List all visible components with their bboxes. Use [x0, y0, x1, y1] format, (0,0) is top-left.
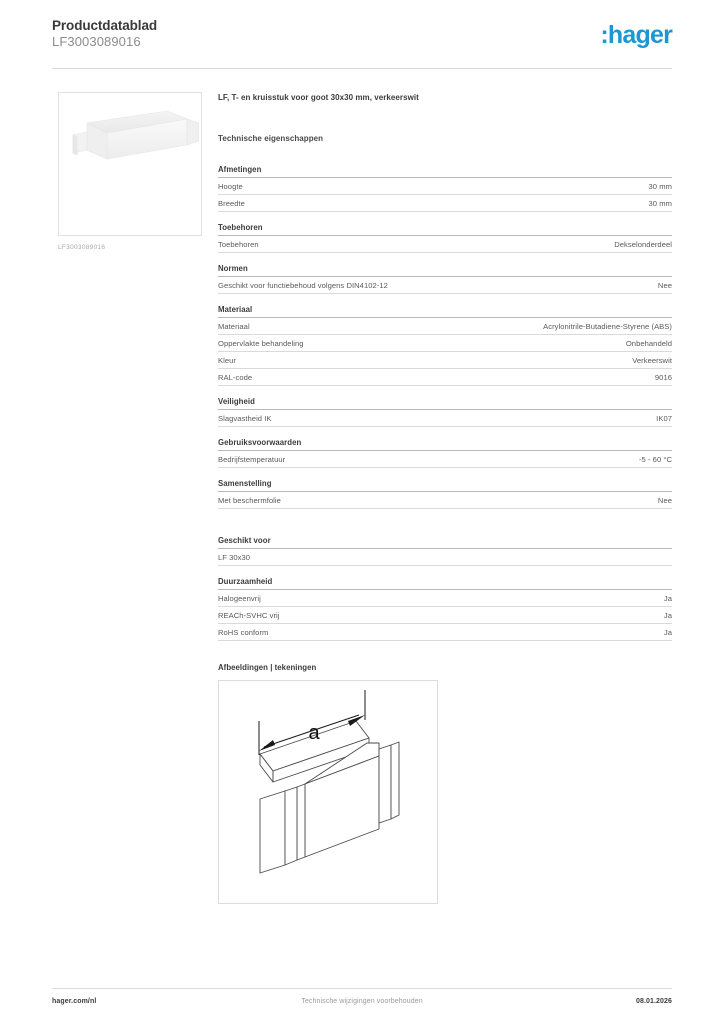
header-divider — [52, 68, 672, 69]
spec-row — [218, 195, 672, 212]
spec-section — [218, 264, 672, 294]
spec-row — [218, 451, 672, 468]
spec-label: Met beschermfolie — [218, 496, 281, 505]
footer-website[interactable]: hager.com/nl — [52, 998, 97, 1005]
page-header — [52, 18, 672, 66]
spec-row — [218, 410, 672, 427]
spec-label: Toebehoren — [218, 240, 259, 249]
spec-section — [218, 305, 672, 386]
spec-value: IK07 — [656, 414, 672, 423]
spec-label: Hoogte — [218, 182, 243, 191]
spec-section-title: Normen — [218, 264, 672, 277]
footer-divider — [52, 988, 672, 989]
spec-section-title: Veiligheid — [218, 397, 672, 410]
spec-value: -5 - 60 °C — [638, 455, 672, 464]
technical-drawing-svg — [219, 681, 435, 901]
spec-label: Halogeenvrij — [218, 594, 261, 603]
spec-value: Verkeerswit — [632, 356, 672, 365]
spec-row — [218, 624, 672, 641]
spec-section-title: Gebruiksvoorwaarden — [218, 438, 672, 451]
spec-label: Oppervlakte behandeling — [218, 339, 304, 348]
dimension-label-a: a — [308, 722, 320, 744]
spec-label: Bedrijfstemperatuur — [218, 455, 286, 464]
spec-value: Dekselonderdeel — [614, 240, 672, 249]
product-figure — [58, 92, 202, 251]
spec-section — [218, 165, 672, 212]
spec-label: LF 30x30 — [218, 553, 251, 562]
drawings-heading: Afbeeldingen | tekeningen — [218, 663, 317, 672]
spec-label: Materiaal — [218, 322, 250, 331]
spec-sections — [218, 165, 672, 641]
spec-section-title: Duurzaamheid — [218, 577, 672, 590]
spec-section-title: Toebehoren — [218, 223, 672, 236]
technical-properties-heading: Technische eigenschappen — [218, 134, 324, 143]
product-image-caption: LF3003089016 — [58, 244, 106, 251]
spec-value: 30 mm — [648, 199, 672, 208]
spec-row — [218, 236, 672, 253]
spec-section — [218, 438, 672, 468]
spec-value: 9016 — [654, 373, 672, 382]
spec-row — [218, 352, 672, 369]
spec-value: Acrylonitrile-Butadiene-Styrene (ABS) — [543, 322, 672, 331]
hager-logo: :hager — [600, 21, 672, 49]
product-photo-svg — [59, 93, 199, 233]
spec-section — [218, 536, 672, 566]
product-name: LF, T- en kruisstuk voor goot 30x30 mm, verkeerswit — [218, 93, 419, 102]
spec-section-title: Materiaal — [218, 305, 672, 318]
spec-section — [218, 223, 672, 253]
spec-row — [218, 607, 672, 624]
product-reference: LF3003089016 — [52, 34, 141, 49]
footer-disclaimer: Technische wijzigingen voorbehouden — [301, 998, 423, 1005]
spec-section-title: Samenstelling — [218, 479, 672, 492]
spec-value: 30 mm — [648, 182, 672, 191]
spec-section — [218, 577, 672, 641]
spec-row — [218, 335, 672, 352]
spec-row — [218, 492, 672, 509]
spec-value: Ja — [663, 594, 672, 603]
spec-section-title: Geschikt voor — [218, 536, 672, 549]
spec-value: Nee — [657, 496, 672, 505]
spec-label: Slagvastheid IK — [218, 414, 272, 423]
spec-label: REACh-SVHC vrij — [218, 611, 280, 620]
spec-row — [218, 318, 672, 335]
spec-value: Ja — [663, 628, 672, 637]
spec-row — [218, 590, 672, 607]
spec-row — [218, 277, 672, 294]
spec-row — [218, 369, 672, 386]
spec-label: Kleur — [218, 356, 236, 365]
spec-label: Breedte — [218, 199, 245, 208]
spec-value: Ja — [663, 611, 672, 620]
spec-label: Geschikt voor functiebehoud volgens DIN4102-12 — [218, 281, 388, 290]
spec-row — [218, 178, 672, 195]
page-footer — [52, 998, 672, 1012]
spec-section — [218, 397, 672, 427]
spec-section-title: Afmetingen — [218, 165, 672, 178]
spec-value: Nee — [657, 281, 672, 290]
page-title: Productdatablad — [52, 18, 158, 33]
spec-label: RoHS conform — [218, 628, 269, 637]
product-image — [58, 92, 202, 236]
spec-row — [218, 549, 672, 566]
spec-label: RAL-code — [218, 373, 253, 382]
spec-value: Onbehandeld — [625, 339, 672, 348]
technical-drawing — [218, 680, 438, 904]
footer-date: 08.01.2026 — [635, 998, 672, 1005]
specifications-column — [218, 92, 672, 904]
spec-section — [218, 479, 672, 509]
